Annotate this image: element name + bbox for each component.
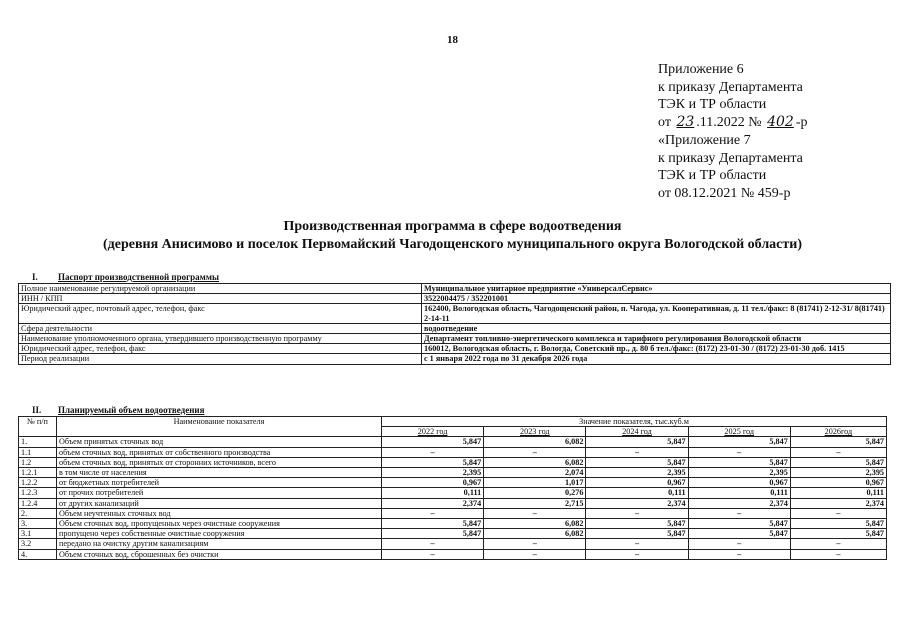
appendix-line: «Приложение 7 [658, 132, 751, 148]
column-header-group: Значение показателя, тыс.куб.м [382, 417, 887, 427]
row-code: 3.2 [19, 539, 57, 549]
row-value: – [484, 539, 586, 549]
appendix-line: от 08.12.2021 № 459-р [658, 185, 791, 201]
table-row [19, 447, 887, 457]
row-name: в том числе от населения [57, 468, 382, 478]
row-value: 2,395 [790, 468, 886, 478]
order-suffix: -р [795, 115, 808, 131]
order-number-handwritten: 402 [767, 114, 794, 131]
row-value: 0,111 [790, 488, 886, 498]
passport-label: Юридический адрес, телефон, факс [19, 344, 422, 354]
passport-value: Департамент топливно-энергетического комплекса и тарифного регулирования Вологодской области [422, 334, 891, 344]
row-value: 5,847 [382, 457, 484, 467]
row-value: 5,847 [586, 519, 688, 529]
row-value: – [382, 447, 484, 457]
row-value: 2,395 [688, 468, 790, 478]
row-value: – [586, 447, 688, 457]
row-value: – [790, 508, 886, 518]
column-header-name: Наименование показателя [57, 417, 382, 437]
row-name: Объем сточных вод, сброшенных без очистки [57, 549, 382, 559]
passport-value: Муниципальное унитарное предприятие «УниверсалСервис» [422, 284, 891, 294]
order-date: .11.2022 № [696, 115, 762, 131]
row-value: – [790, 447, 886, 457]
row-value: – [688, 539, 790, 549]
row-value: 2,374 [382, 498, 484, 508]
table-header-row [19, 417, 887, 427]
table-row [19, 294, 891, 304]
column-header-year: 2023 год [484, 427, 586, 437]
row-value: 0,276 [484, 488, 586, 498]
row-value: 5,847 [790, 437, 886, 447]
appendix-line: к приказу Департамента [658, 150, 803, 166]
row-value: 5,847 [688, 437, 790, 447]
row-name: объем сточных вод, принятых от сторонних источников, всего [57, 457, 382, 467]
row-value: – [586, 549, 688, 559]
table-row [19, 539, 887, 549]
passport-value: 160012, Вологодская область, г. Вологда, Советский пр., д. 80 б тел./факс: (8172) 23-01-30 / (8172) 23-01-30 доб. 1415 [422, 344, 891, 354]
table-row [19, 437, 887, 447]
row-value: 0,111 [688, 488, 790, 498]
row-name: Объем неучтенных сточных вод [57, 508, 382, 518]
table-row [19, 498, 887, 508]
column-header-number: № п/п [19, 417, 57, 437]
table-row [19, 549, 887, 559]
appendix-line: Приложение 6 [658, 62, 744, 77]
row-value: – [790, 539, 886, 549]
row-value: 5,847 [790, 457, 886, 467]
row-code: 1. [19, 437, 57, 447]
row-value: 5,847 [586, 437, 688, 447]
volume-table-body [19, 437, 887, 559]
section-2-number: II. [32, 405, 42, 415]
table-row [19, 468, 887, 478]
row-name: Объем сточных вод, пропущенных через очистные сооружения [57, 519, 382, 529]
row-value: 2,374 [790, 498, 886, 508]
row-name: от других канализаций [57, 498, 382, 508]
row-value: – [484, 508, 586, 518]
column-header-year: 2025 год [688, 427, 790, 437]
row-code: 4. [19, 549, 57, 559]
appendix-block [658, 61, 898, 203]
section-1-number: I. [32, 272, 38, 282]
row-value: – [382, 508, 484, 518]
row-value: – [382, 549, 484, 559]
page-number: 18 [447, 34, 458, 46]
table-row [19, 344, 891, 354]
row-code: 3. [19, 519, 57, 529]
appendix-line: ТЭК и ТР области [658, 168, 767, 184]
row-value: 6,082 [484, 519, 586, 529]
section-1-title: Паспорт производственной программы [58, 272, 219, 282]
row-value: 6,082 [484, 457, 586, 467]
section-2-title: Планируемый объем водоотведения [58, 405, 205, 415]
section-1-heading [32, 272, 219, 282]
title-line-2: (деревня Анисимово и поселок Первомайский Чагодощенского муниципального округа Вологодской области) [102, 237, 802, 252]
table-row [19, 334, 891, 344]
row-value: 6,082 [484, 437, 586, 447]
passport-label: ИНН / КПП [19, 294, 422, 304]
row-value: 5,847 [790, 519, 886, 529]
row-value: – [382, 539, 484, 549]
appendix-line: ТЭК и ТР области [658, 97, 767, 113]
passport-label: Наименование уполномоченного органа, утвердившего производственную программу [19, 334, 422, 344]
row-value: 2,715 [484, 498, 586, 508]
passport-value: 162400, Вологодская область, Чагодощенский район, п. Чагода, ул. Кооперативная, д. 11 тел./факс: 8 (81741) 2-12-31/ 8(81741) 2-14-11 [422, 304, 891, 323]
row-name: пропущено через собственные очистные сооружения [57, 529, 382, 539]
section-2-heading [32, 405, 204, 415]
row-code: 2. [19, 508, 57, 518]
row-value: 2,395 [382, 468, 484, 478]
passport-value: 3522004475 / 352201001 [422, 294, 891, 304]
row-code: 1.1 [19, 447, 57, 457]
row-value: 2,374 [688, 498, 790, 508]
row-code: 1.2.1 [19, 468, 57, 478]
table-row [19, 488, 887, 498]
row-code: 3.1 [19, 529, 57, 539]
document-title [0, 218, 905, 254]
passport-value: водоотведение [422, 323, 891, 333]
row-value: 0,111 [586, 488, 688, 498]
row-value: 5,847 [586, 457, 688, 467]
title-line-1: Производственная программа в сфере водоотведения [283, 219, 622, 234]
row-value: 5,847 [688, 529, 790, 539]
table-row [19, 529, 887, 539]
row-value: – [790, 549, 886, 559]
row-value: 0,967 [586, 478, 688, 488]
table-row [19, 323, 891, 333]
row-value: – [688, 508, 790, 518]
row-name: Объем принятых сточных вод [57, 437, 382, 447]
row-value: 0,111 [382, 488, 484, 498]
row-name: передано на очистку другим канализациям [57, 539, 382, 549]
row-value: – [688, 447, 790, 457]
volume-table [18, 416, 887, 560]
row-code: 1.2.2 [19, 478, 57, 488]
row-code: 1.2.4 [19, 498, 57, 508]
row-name: от прочих потребителей [57, 488, 382, 498]
table-row [19, 304, 891, 323]
row-value: – [586, 539, 688, 549]
passport-label: Сфера деятельности [19, 323, 422, 333]
passport-table [18, 283, 891, 365]
row-value: 0,967 [382, 478, 484, 488]
row-value: – [484, 447, 586, 457]
table-row [19, 284, 891, 294]
row-value: 5,847 [688, 519, 790, 529]
row-code: 1.2 [19, 457, 57, 467]
row-value: 5,847 [382, 529, 484, 539]
row-value: 5,847 [790, 529, 886, 539]
order-reference [658, 114, 898, 132]
row-value: 5,847 [382, 437, 484, 447]
row-name: от бюджетных потребителей [57, 478, 382, 488]
row-value: – [688, 549, 790, 559]
table-row [19, 457, 887, 467]
passport-label: Полное наименование регулируемой организации [19, 284, 422, 294]
table-row [19, 354, 891, 364]
column-header-year: 2026год [790, 427, 886, 437]
row-value: 1,017 [484, 478, 586, 488]
row-name: объем сточных вод, принятых от собственного производства [57, 447, 382, 457]
row-value: 0,967 [688, 478, 790, 488]
row-value: – [586, 508, 688, 518]
column-header-year: 2024 год [586, 427, 688, 437]
passport-label: Период реализации [19, 354, 422, 364]
row-value: 2,074 [484, 468, 586, 478]
row-code: 1.2.3 [19, 488, 57, 498]
table-row [19, 508, 887, 518]
row-value: 5,847 [382, 519, 484, 529]
passport-label: Юридический адрес, почтовый адрес, телефон, факс [19, 304, 422, 323]
row-value: 5,847 [586, 529, 688, 539]
row-value: – [484, 549, 586, 559]
appendix-line: к приказу Департамента [658, 79, 803, 95]
row-value: 2,395 [586, 468, 688, 478]
row-value: 0,967 [790, 478, 886, 488]
row-value: 5,847 [688, 457, 790, 467]
table-row [19, 519, 887, 529]
row-value: 2,374 [586, 498, 688, 508]
table-row [19, 478, 887, 488]
order-day-handwritten: 23 [676, 114, 695, 131]
passport-value: с 1 января 2022 года по 31 декабря 2026 года [422, 354, 891, 364]
column-header-year: 2022 год [382, 427, 484, 437]
order-prefix: от [658, 115, 671, 131]
row-value: 6,082 [484, 529, 586, 539]
